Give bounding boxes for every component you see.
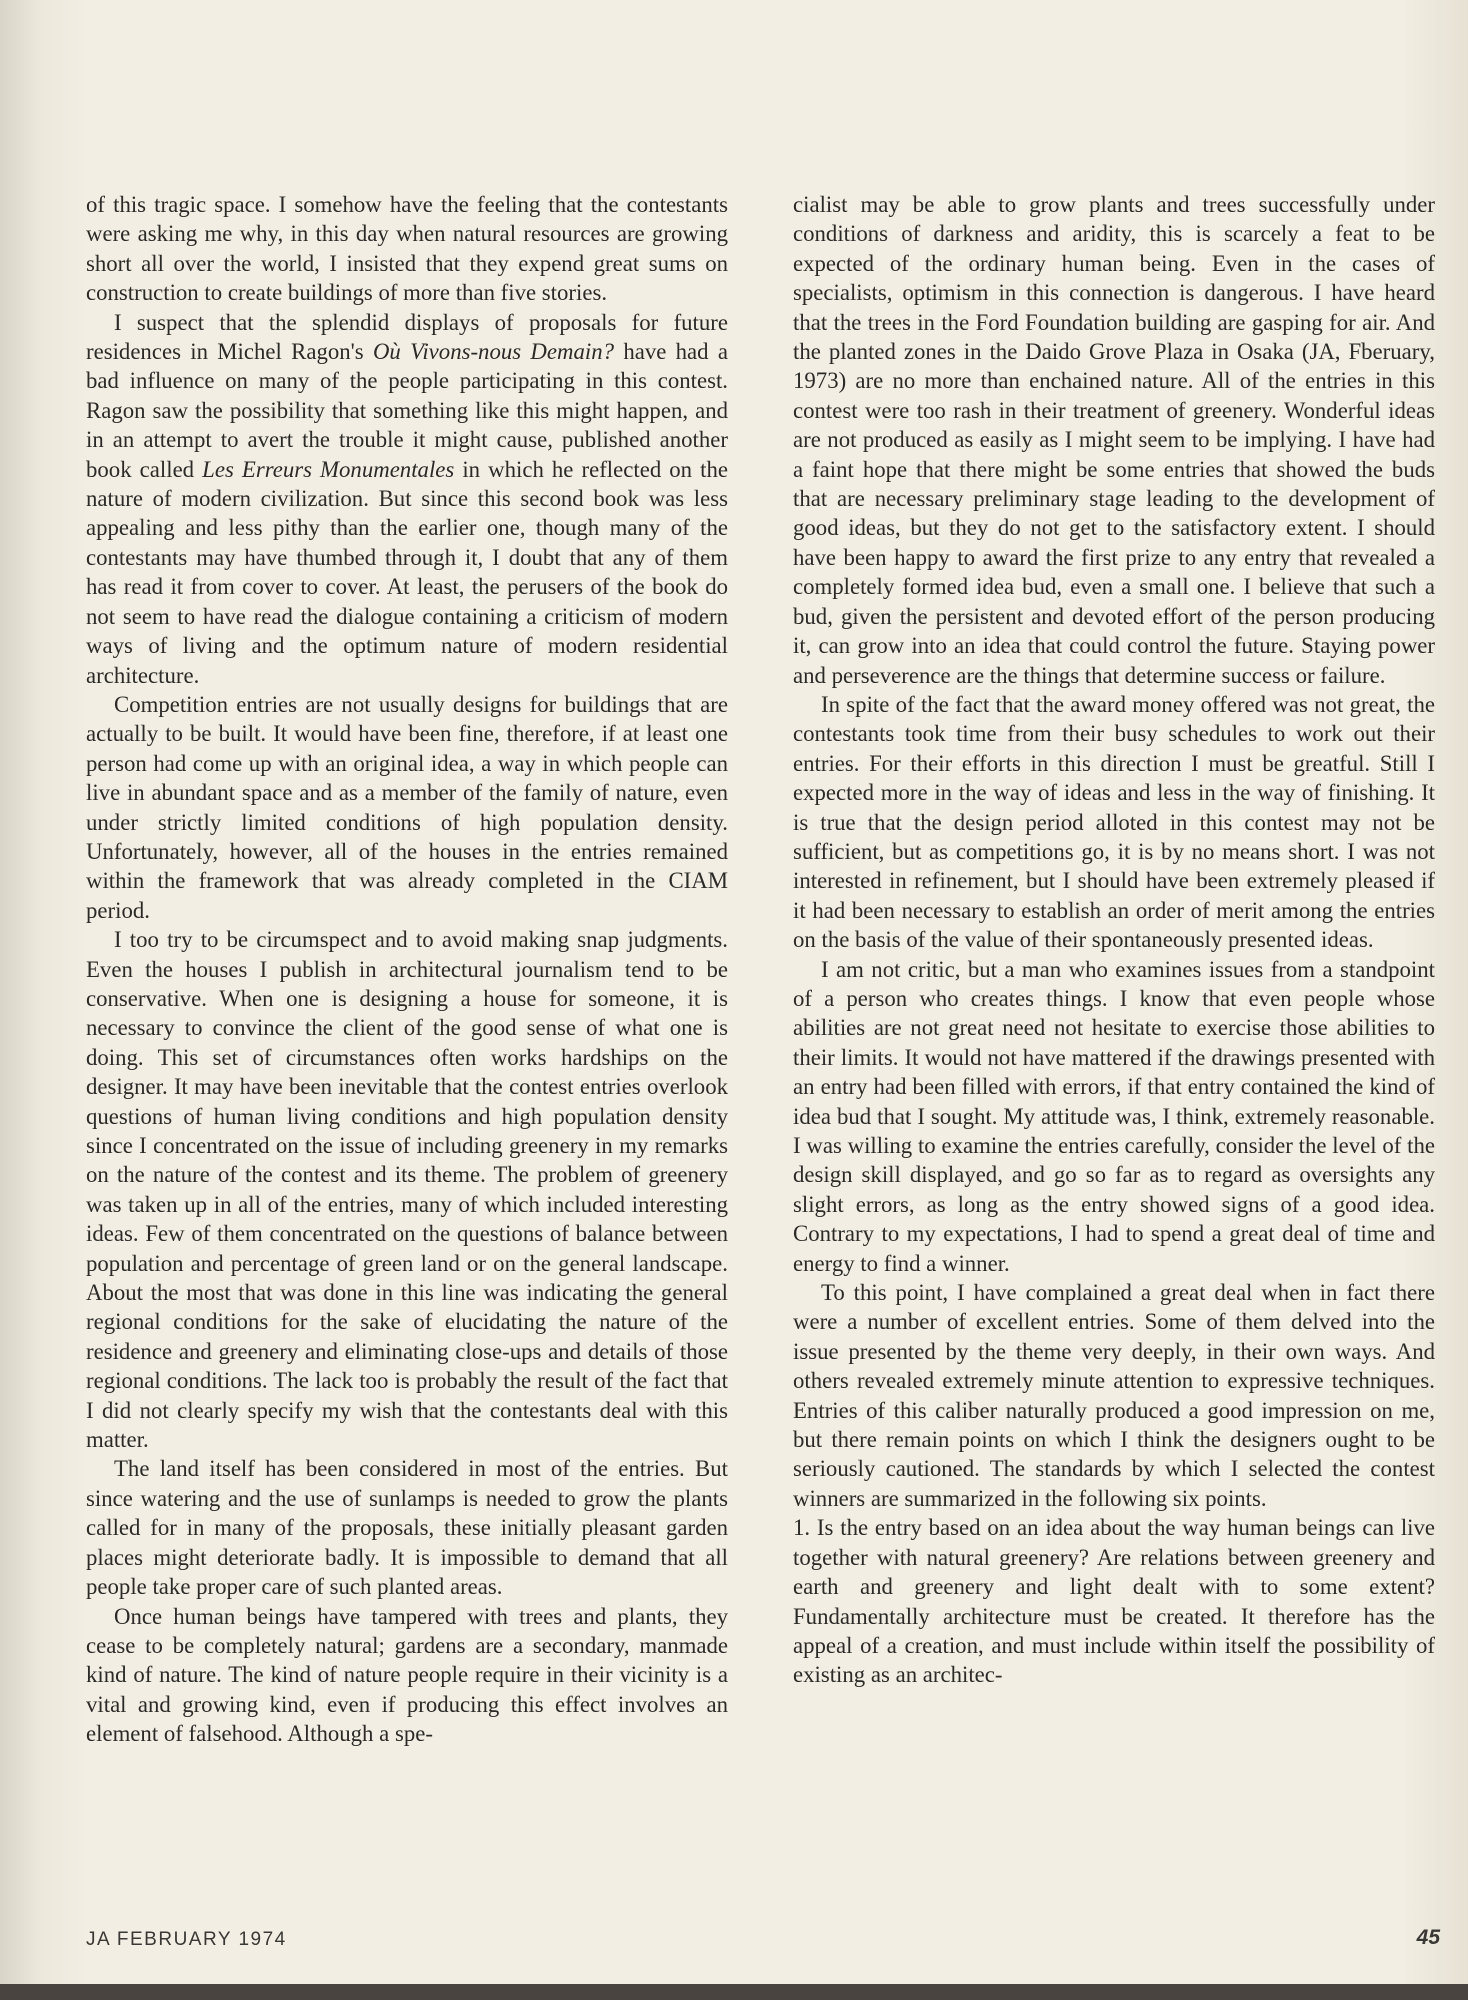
scan-edge-band bbox=[0, 1984, 1468, 2000]
paragraph-text: I am not critic, but a man who examines issues from a standpoint of a person who creates things. I know that even people whose abilities are not great need not hesitate to exercise those abilities to their limits. It would not have mattered if the drawings presented with an entry had been filled with errors, if that entry contained the kind of idea bud that I sought. My attitude was, I think, extremely reasonable. I was willing to examine the entries carefully, consider the level of the design skill displayed, and go so far as to regard as oversights any slight errors, as long as the entry showed signs of a good idea. Contrary to my expectations, I had to spend a great deal of time and energy to find a winner. bbox=[793, 956, 1435, 1276]
right-column-paragraph bbox=[793, 1278, 1435, 1513]
paragraph-text: 1. Is the entry based on an idea about the way human beings can live together with natural greenery? Are relations between greenery and earth and greenery and light dealt with to some extent? Fundamentally architecture must be created. It therefore has the appeal of a creation, and must include within itself the possibility of existing as an architec- bbox=[793, 1515, 1435, 1688]
right-text-column bbox=[793, 190, 1435, 1690]
left-column-paragraph bbox=[86, 1602, 728, 1749]
italic-title: Où Vivons-nous Demain? bbox=[372, 339, 615, 365]
left-column-paragraph bbox=[86, 190, 728, 308]
running-footer-title: JA FEBRUARY 1974 bbox=[86, 1929, 287, 1950]
right-column-paragraph bbox=[793, 1513, 1435, 1689]
right-column-paragraph bbox=[793, 955, 1435, 1278]
paragraph-text: To this point, I have complained a great deal when in fact there were a number of excellent entries. Some of them delved into the issue presented by the theme very deeply, in their own ways. And others revealed extremely minute attention to expressive techniques. Entries of this caliber naturally produced a good impression on me, but there remain points on which I think the designers ought to be seriously cautioned. The standards by which I selected the contest winners are summarized in the following six points. bbox=[793, 1280, 1435, 1511]
italic-title: Les Erreurs Monumentales bbox=[202, 456, 455, 482]
paragraph-text: I suspect that the splendid displays of proposals for future residences in Michel Ragon's bbox=[86, 309, 728, 365]
paragraph-text: Once human beings have tampered with trees and plants, they cease to be completely natural; gardens are a secondary, manmade kind of nature. The kind of nature people require in their vicinity is a vital and growing kind, even if producing this effect involves an element of falsehood. Although a spe- bbox=[86, 1603, 728, 1747]
page-number: 45 bbox=[1416, 1926, 1440, 1949]
paragraph-text: Competition entries are not usually designs for buildings that are actually to be built. It would have been fine, therefore, if at least one person had come up with an original idea, a way in which people can live in abundant space and as a member of the family of nature, even under strictly limited conditions of high population density. Unfortunately, however, all of the houses in the entries remained within the framework that was already completed in the CIAM period. bbox=[86, 691, 728, 923]
left-column-paragraph bbox=[86, 925, 728, 1454]
left-column-paragraph bbox=[86, 690, 728, 925]
paragraph-text: cialist may be able to grow plants and trees successfully under conditions of darkness and aridity, this is scarcely a feat to be expected of the ordinary human being. Even in the cases of specialists, optimism in this connection is dangerous. I have heard that the trees in the Ford Foundation building are gasping for air. And the planted zones in the Daido Grove Plaza in Osaka (JA, Fberuary, 1973) are no more than enchained nature. All of the entries in this contest were too rash in their treatment of greenery. Wonderful ideas are not produced as easily as I might seem to be implying. I have had a faint hope that there might be some entries that showed the buds that are necessary preliminary stage leading to the development of good ideas, but they do not get to the satisfactory extent. I should have been happy to award the first prize to any entry that revealed a completely formed idea bud, even a small one. I believe that such a bud, given the persistent and devoted effort of the person producing it, can grow into an idea that could control the future. Staying power and perseverence are the things that determine success or failure. bbox=[793, 192, 1435, 688]
paragraph-text: of this tragic space. I somehow have the feeling that the contestants were asking me why, in this day when natural resources are growing short all over the world, I insisted that they expend great sums on construction to create buildings of more than five stories. bbox=[86, 192, 728, 306]
right-column-paragraph bbox=[793, 190, 1435, 690]
right-column-paragraph bbox=[793, 690, 1435, 955]
left-column-paragraph bbox=[86, 308, 728, 690]
left-column-paragraph bbox=[86, 1454, 728, 1601]
left-text-column bbox=[86, 190, 728, 1749]
paragraph-text: The land itself has been considered in most of the entries. But since watering and the use of sunlamps is needed to grow the plants called for in many of the proposals, these initially pleasant garden places might deteriorate badly. It is impossible to demand that all people take proper care of such planted areas. bbox=[86, 1456, 728, 1600]
paragraph-text: have had a bad influence on many of the people participating in this contest. Ragon saw the possibility that something like this might happen, and in an attempt to avert the trouble it might cause, published another book called bbox=[86, 339, 728, 482]
paragraph-text: in which he reflected on the nature of modern civilization. But since this second book was less appealing and less pithy than the earlier one, though many of the contestants may have thumbed through it, I doubt that any of them has read it from cover to cover. At least, the perusers of the book do not seem to have read the dialogue containing a criticism of modern ways of living and the optimum nature of modern residential architecture. bbox=[86, 456, 728, 688]
paragraph-text: I too try to be circumspect and to avoid making snap judgments. Even the houses I publish in architectural journalism tend to be conservative. When one is designing a house for someone, it is necessary to convince the client of the good sense of what one is doing. This set of circumstances often works hardships on the designer. It may have been inevitable that the contest entries overlook questions of human living conditions and high population density since I concentrated on the issue of including greenery in my remarks on the nature of the contest and its theme. The problem of greenery was taken up in all of the entries, many of which included interesting ideas. Few of them concentrated on the questions of balance between population and percentage of green land or on the general landscape. About the most that was done in this line was indicating the general regional conditions for the sake of elucidating the nature of the residence and greenery and eliminating close-ups and details of those regional conditions. The lack too is probably the result of the fact that I did not clearly specify my wish that the contestants deal with this matter. bbox=[86, 927, 728, 1453]
paragraph-text: In spite of the fact that the award money offered was not great, the contestants took time from their busy schedules to work out their entries. For their efforts in this direction I must be greatful. Still I expected more in the way of ideas and less in the way of finishing. It is true that the design period alloted in this contest may not be sufficient, but as competitions go, it is by no means short. I was not interested in refinement, but I should have been extremely pleased if it had been necessary to establish an order of merit among the entries on the basis of the value of their spontaneously presented ideas. bbox=[793, 691, 1435, 953]
